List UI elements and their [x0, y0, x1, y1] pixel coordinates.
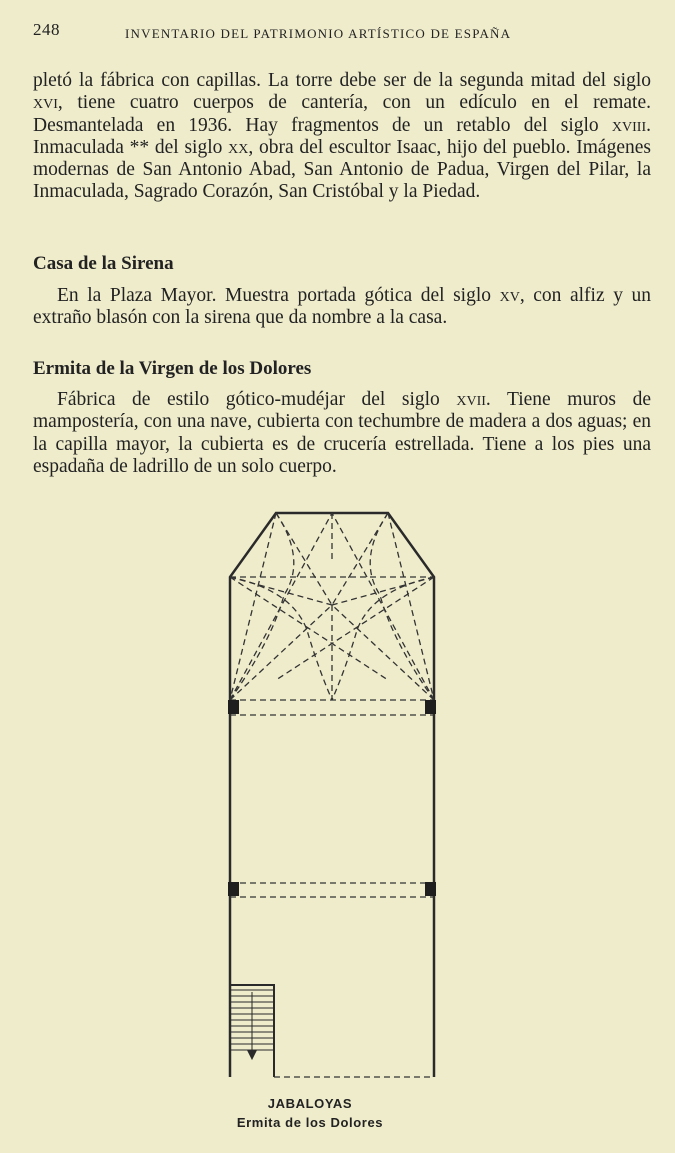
figure-caption-title: JABALOYAS [267, 1096, 353, 1111]
page-number: 248 [33, 20, 60, 39]
plan-walls [230, 513, 434, 1077]
century-xx: xx [228, 136, 249, 158]
sirena-paragraph [33, 285, 651, 330]
pillars [228, 700, 436, 896]
rib-vault [230, 513, 434, 1077]
century-xvi: xvi [33, 92, 58, 114]
running-title: INVENTARIO DEL PATRIMONIO ARTÍSTICO DE ESPAÑA [125, 26, 512, 41]
ermita-text-part1: Fábrica de estilo gótico-mudéjar del siglo [57, 389, 457, 410]
intro-text-part2: , tiene cuatro cuerpos de cantería, con un edículo en el remate. Desmantelada en 1936. Hay fragmentos de un retablo del siglo [33, 92, 651, 136]
century-xviii: xviii [611, 114, 647, 136]
sirena-text [33, 285, 651, 330]
intro-text-part1: pletó la fábrica con capillas. La torre debe ser de la segunda mitad del siglo [33, 70, 651, 91]
intro-text-part3: . Inmaculada ** del siglo [33, 114, 651, 158]
ermita-text-part2: . Tiene muros de mampostería, con una nave, cubierta con techumbre de madera a dos aguas; en la capilla mayor, la cubierta es de crucería estrellada. Tiene a los pies una espadaña de ladrillo de un solo cuerpo. [33, 389, 651, 477]
intro-text [33, 70, 651, 204]
century-xvii: xvii [456, 389, 486, 410]
century-xv: xv [499, 285, 520, 306]
heading-casa-sirena: Casa de la Sirena [33, 253, 174, 274]
outer-walls [230, 513, 434, 1077]
sirena-text-part1: En la Plaza Mayor. Muestra portada gótica del siglo [57, 285, 500, 306]
intro-paragraph [33, 70, 651, 204]
ermita-paragraph [33, 389, 651, 478]
intro-text-part4: , obra del escultor Isaac, hijo del pueblo. Imágenes modernas de San Antonio Abad, San Antonio de Padua, Virgen del Pilar, la Inmaculada, Sagrado Corazón, San Cristóbal y la Piedad. [33, 136, 651, 203]
heading-ermita: Ermita de la Virgen de los Dolores [33, 358, 312, 379]
staircase [230, 990, 274, 1059]
sirena-text-part2: , con alfiz y un extraño blasón con la sirena que da nombre a la casa. [33, 285, 652, 329]
ermita-text [33, 389, 651, 478]
figure-caption-subtitle: Ermita de los Dolores [236, 1115, 384, 1130]
page-header [33, 20, 653, 44]
ermita-floor-plan [212, 500, 462, 1090]
